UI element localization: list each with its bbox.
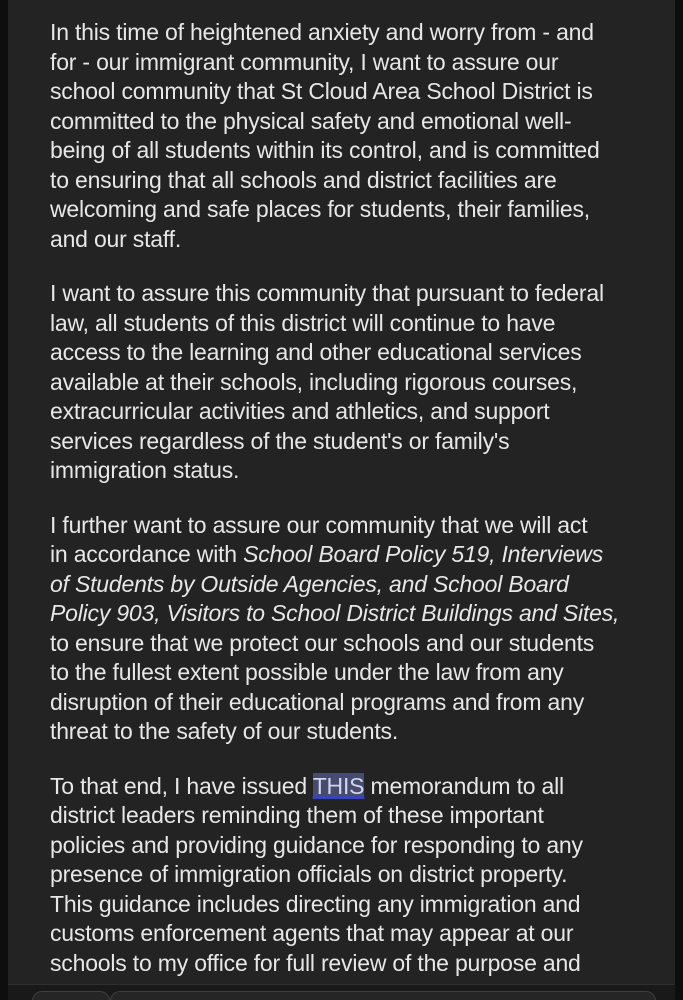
memorandum-link[interactable]: THIS — [312, 772, 365, 799]
text-line — [50, 18, 659, 48]
text-line — [50, 107, 659, 137]
text-segment: schools to my office for full review of the purpose and — [50, 949, 581, 976]
text-line — [50, 890, 659, 920]
text-segment: district leaders reminding them of these important — [50, 802, 544, 828]
paragraph-1 — [50, 18, 659, 254]
text-line — [50, 397, 659, 427]
text-segment: services regardless of the student's or family's — [50, 427, 510, 454]
text-segment: in accordance with — [50, 541, 244, 567]
text-line — [50, 166, 659, 196]
text-line — [50, 368, 659, 398]
text-line — [50, 772, 659, 802]
policy-title-italic: School Board Policy 519, Interviews — [243, 541, 604, 567]
text-line — [50, 195, 659, 225]
text-segment: I want to assure this community that pursuant to federal — [50, 280, 604, 306]
text-segment: customs enforcement agents that may appear at our — [50, 920, 574, 946]
paragraph-2 — [50, 279, 659, 486]
bottom-bar-left-control[interactable] — [32, 991, 110, 1000]
text-line — [50, 77, 659, 107]
text-line — [50, 919, 659, 949]
text-line — [50, 511, 659, 541]
text-line — [50, 949, 659, 979]
text-segment: to the fullest extent possible under the law from any — [50, 659, 564, 685]
text-segment: law, all students of this district will continue to have — [50, 309, 556, 336]
text-segment: In this time of heightened anxiety and worry from - and — [50, 19, 594, 45]
bottom-toolbar — [8, 984, 675, 1000]
text-segment: being of all students within its control, and is committed — [50, 137, 600, 163]
text-line — [50, 717, 659, 747]
text-line — [50, 688, 659, 718]
text-segment: to ensure that we protect our schools and our students — [50, 629, 595, 656]
text-segment: immigration status. — [50, 457, 240, 483]
bottom-bar-main-control[interactable] — [110, 991, 656, 1000]
text-line — [50, 338, 659, 368]
text-segment: and our staff. — [50, 225, 182, 252]
document-body — [8, 0, 675, 978]
text-segment: memorandum to all — [364, 772, 564, 799]
text-segment: available at their schools, including rigorous courses, — [50, 368, 578, 395]
text-segment: I further want to assure our community that we will act — [50, 511, 588, 538]
paragraph-4 — [50, 772, 659, 979]
text-segment: access to the learning and other educational services — [50, 339, 582, 365]
text-segment: welcoming and safe places for students, their families, — [50, 196, 590, 222]
statement-page — [8, 0, 675, 1000]
text-segment: school community that St Cloud Area School District is — [50, 78, 593, 104]
text-line — [50, 860, 659, 890]
policy-title-italic: Policy 903, Visitors to School District Buildings and Sites, — [50, 600, 620, 626]
text-line — [50, 48, 659, 78]
text-line — [50, 540, 659, 570]
text-line — [50, 427, 659, 457]
text-line — [50, 225, 659, 255]
text-line — [50, 658, 659, 688]
text-line — [50, 831, 659, 861]
text-segment: To that end, I have issued — [50, 772, 313, 799]
text-segment: presence of immigration officials on district property. — [50, 861, 568, 887]
text-line — [50, 801, 659, 831]
text-line — [50, 136, 659, 166]
text-line — [50, 456, 659, 486]
text-line — [50, 599, 659, 629]
paragraph-3 — [50, 511, 659, 747]
text-segment: to ensuring that all schools and district facilities are — [50, 166, 557, 193]
text-segment: for - our immigrant community, I want to assure our — [50, 48, 559, 75]
text-segment: committed to the physical safety and emotional well- — [50, 107, 572, 134]
text-line — [50, 279, 659, 309]
text-segment: This guidance includes directing any immigration and — [50, 890, 581, 917]
text-line — [50, 570, 659, 600]
text-segment: policies and providing guidance for responding to any — [50, 831, 583, 858]
policy-title-italic: of Students by Outside Agencies, and School Board — [50, 570, 569, 597]
text-line — [50, 629, 659, 659]
text-segment: threat to the safety of our students. — [50, 718, 399, 744]
text-segment: extracurricular activities and athletics, and support — [50, 398, 550, 424]
text-line — [50, 309, 659, 339]
text-segment: disruption of their educational programs and from any — [50, 688, 585, 715]
